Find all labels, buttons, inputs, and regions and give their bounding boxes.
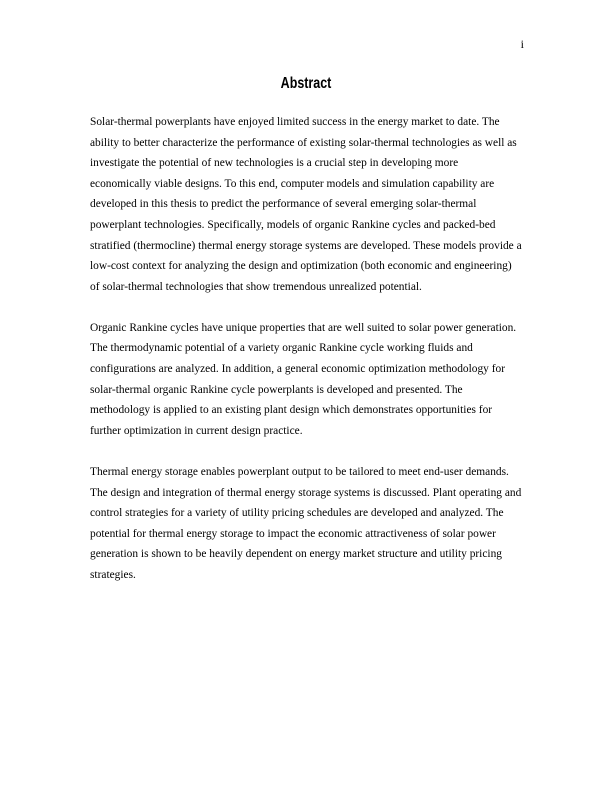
abstract-body [90,112,522,606]
abstract-paragraph-3: Thermal energy storage enables powerplant output to be tailored to meet end-user demands. The design and integration of thermal energy storage systems is discussed. Plant operating and control strategies for a variety of utility pricing schedules are developed and analyzed. The potential for thermal energy storage to impact the economic attractiveness of solar power generation is shown to be heavily dependent on energy market structure and utility pricing strategies. [90,465,522,581]
abstract-paragraph-2: Organic Rankine cycles have unique properties that are well suited to solar power generation. The thermodynamic potential of a variety organic Rankine cycle working fluids and configurations are analyzed. In addition, a general economic optimization methodology for solar-thermal organic Rankine cycle powerplants is developed and presented. The methodology is applied to an existing plant design which demonstrates opportunities for further optimization in current design practice. [90,321,517,437]
abstract-paragraph-1: Solar-thermal powerplants have enjoyed limited success in the energy market to date. The ability to better characterize the performance of existing solar-thermal technologies as well as investigate the potential of new technologies is a crucial step in developing more economically viable designs. To this end, computer models and simulation capability are developed in this thesis to predict the performance of several emerging solar-thermal powerplant technologies. Specifically, models of organic Rankine cycles and packed-bed stratified (thermocline) thermal energy storage systems are developed. These models provide a low-cost context for analyzing the design and optimization (both economic and engineering) of solar-thermal technologies that show tremendous unrealized potential. [90,116,522,293]
page-title: Abstract [280,75,332,92]
page-number: i [520,37,524,51]
